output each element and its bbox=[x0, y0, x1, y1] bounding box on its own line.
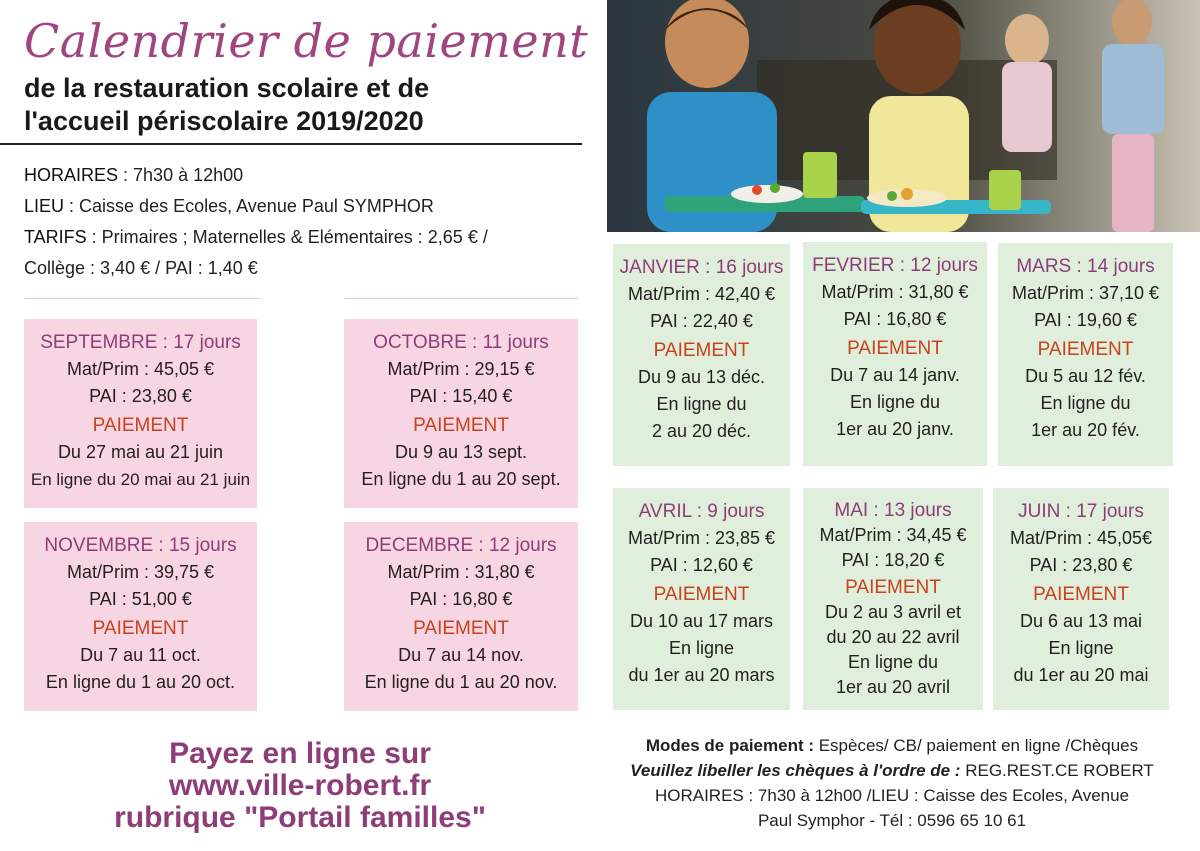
price-pai: PAI : 23,80 € bbox=[89, 386, 192, 406]
payment-online: En ligne du bbox=[656, 394, 747, 414]
paiement-label: PAIEMENT bbox=[92, 415, 189, 436]
month-title: NOVEMBRE : 15 jours bbox=[44, 535, 237, 556]
price-pai: PAI : 51,00 € bbox=[89, 589, 192, 609]
page-title: Calendrier de paiement bbox=[24, 14, 589, 68]
tarifs-value: : Primaires ; Maternelles & Elémentaires : 2,65 € / bbox=[86, 227, 488, 247]
payment-dates: Du 7 au 11 oct. bbox=[80, 645, 201, 665]
payment-online: En ligne du 20 mai au 21 juin bbox=[30, 470, 251, 489]
payment-online: En ligne du 1 au 20 sept. bbox=[361, 469, 561, 489]
price-pai: PAI : 16,80 € bbox=[409, 589, 513, 609]
horaires-value: : 7h30 à 12h00 bbox=[118, 165, 244, 185]
modes-label: Modes de paiement : bbox=[645, 736, 814, 755]
payment-dates-2: du 20 au 22 avril bbox=[826, 627, 960, 647]
payment-online: En ligne bbox=[1048, 638, 1114, 658]
payment-dates: Du 9 au 13 déc. bbox=[637, 367, 766, 387]
cheques-line bbox=[612, 758, 1172, 783]
info-tarifs bbox=[24, 222, 584, 253]
info-horaires bbox=[24, 160, 584, 191]
payment-dates: Du 9 au 13 sept. bbox=[394, 442, 528, 462]
payment-dates: Du 2 au 3 avril et bbox=[824, 602, 962, 622]
payment-online-dates: du 1er au 20 mars bbox=[628, 665, 775, 685]
online-line-3: rubrique "Portail familles" bbox=[114, 801, 486, 834]
cafeteria-photo bbox=[607, 0, 1200, 232]
payment-online: En ligne du 1 au 20 oct. bbox=[45, 672, 236, 692]
paiement-label: PAIEMENT bbox=[413, 415, 509, 436]
page-subtitle bbox=[24, 72, 584, 138]
month-title: FEVRIER : 12 jours bbox=[812, 255, 978, 276]
payment-dates: Du 27 mai au 21 juin bbox=[57, 442, 224, 462]
month-title: MAI : 13 jours bbox=[834, 500, 952, 521]
payment-dates: Du 7 au 14 janv. bbox=[830, 365, 960, 385]
payment-online: En ligne du bbox=[849, 392, 941, 412]
modes-value: Espèces/ CB/ paiement en ligne /Chèques bbox=[814, 736, 1139, 755]
month-title: SEPTEMBRE : 17 jours bbox=[40, 332, 241, 353]
price-mat: Mat/Prim : 31,80 € bbox=[387, 562, 535, 582]
month-card-octobre bbox=[344, 319, 578, 508]
paiement-label: PAIEMENT bbox=[92, 618, 189, 639]
payment-online-dates: du 1er au 20 mai bbox=[1013, 665, 1149, 685]
payment-online-dates: 2 au 20 déc. bbox=[651, 421, 752, 441]
price-mat: Mat/Prim : 31,80 € bbox=[821, 282, 969, 302]
paiement-label: PAIEMENT bbox=[1037, 339, 1134, 360]
online-url-link[interactable]: www.ville-robert.fr bbox=[168, 769, 432, 802]
cafeteria-photo-illustration bbox=[607, 0, 1200, 232]
price-mat: Mat/Prim : 42,40 € bbox=[627, 284, 776, 304]
payment-online: En ligne bbox=[668, 638, 735, 658]
month-title: AVRIL : 9 jours bbox=[638, 501, 765, 522]
month-card-fevrier bbox=[803, 242, 987, 466]
cheques-value: REG.REST.CE ROBERT bbox=[960, 761, 1154, 780]
price-mat: Mat/Prim : 45,05 € bbox=[66, 359, 215, 379]
decorative-line bbox=[344, 298, 578, 299]
month-card-juin bbox=[993, 488, 1169, 710]
month-card-mars bbox=[998, 243, 1173, 466]
month-card-septembre bbox=[24, 319, 257, 508]
payment-dates: Du 10 au 17 mars bbox=[629, 611, 774, 631]
price-mat: Mat/Prim : 23,85 € bbox=[627, 528, 776, 548]
price-mat: Mat/Prim : 39,75 € bbox=[66, 562, 215, 582]
footer-horaires: HORAIRES : 7h30 à 12h00 /LIEU : Caisse des Ecoles, Avenue bbox=[654, 786, 1130, 805]
paiement-label: PAIEMENT bbox=[653, 340, 750, 361]
payment-online-dates: 1er au 20 fév. bbox=[1031, 420, 1140, 440]
lieu-label: LIEU bbox=[24, 196, 65, 216]
month-card-decembre bbox=[344, 522, 578, 711]
tarifs-label: TARIFS bbox=[24, 227, 87, 247]
modes-line bbox=[612, 733, 1172, 758]
price-pai: PAI : 16,80 € bbox=[843, 309, 947, 329]
price-mat: Mat/Prim : 37,10 € bbox=[1011, 283, 1160, 303]
price-pai: PAI : 22,40 € bbox=[650, 311, 753, 331]
info-tarifs-line2: Collège : 3,40 € / PAI : 1,40 € bbox=[24, 258, 258, 278]
paiement-label: PAIEMENT bbox=[413, 618, 509, 639]
price-pai: PAI : 23,80 € bbox=[1029, 555, 1133, 575]
payment-online-dates: 1er au 20 avril bbox=[835, 677, 951, 697]
paiement-label: PAIEMENT bbox=[1033, 584, 1129, 605]
online-line-1: Payez en ligne sur bbox=[169, 737, 431, 770]
payment-dates: Du 6 au 13 mai bbox=[1019, 611, 1143, 631]
month-card-novembre bbox=[24, 522, 257, 711]
month-card-mai bbox=[803, 488, 983, 710]
subtitle-line-2: l'accueil périscolaire 2019/2020 bbox=[24, 106, 424, 136]
month-title: OCTOBRE : 11 jours bbox=[373, 332, 549, 353]
month-title: DECEMBRE : 12 jours bbox=[365, 535, 557, 556]
decorative-line bbox=[24, 298, 260, 299]
price-pai: PAI : 15,40 € bbox=[409, 386, 513, 406]
footer-contact: Paul Symphor - Tél : 0596 65 10 61 bbox=[757, 811, 1027, 830]
payment-online-dates: 1er au 20 janv. bbox=[836, 419, 954, 439]
paiement-label: PAIEMENT bbox=[653, 584, 750, 605]
price-pai: PAI : 19,60 € bbox=[1034, 310, 1137, 330]
price-pai: PAI : 12,60 € bbox=[650, 555, 753, 575]
month-title: JANVIER : 16 jours bbox=[619, 257, 784, 278]
price-pai: PAI : 18,20 € bbox=[841, 550, 945, 570]
payment-modes bbox=[612, 733, 1172, 833]
subtitle-line-1: de la restauration scolaire et de bbox=[24, 73, 430, 103]
payment-online: En ligne du bbox=[1040, 393, 1131, 413]
cheques-label: Veuillez libeller les chèques à l'ordre de : bbox=[630, 761, 961, 780]
payment-online: En ligne du bbox=[847, 652, 939, 672]
month-card-janvier bbox=[613, 244, 790, 466]
lieu-value: : Caisse des Ecoles, Avenue Paul SYMPHOR bbox=[64, 196, 434, 216]
month-card-avril bbox=[613, 488, 790, 710]
title-divider bbox=[0, 143, 582, 145]
info-block bbox=[24, 160, 584, 284]
month-title: JUIN : 17 jours bbox=[1018, 501, 1144, 522]
info-lieu bbox=[24, 191, 584, 222]
price-mat: Mat/Prim : 45,05€ bbox=[1009, 528, 1153, 548]
online-payment-callout bbox=[70, 738, 530, 834]
price-mat: Mat/Prim : 34,45 € bbox=[819, 525, 967, 545]
payment-online: En ligne du 1 au 20 nov. bbox=[364, 672, 558, 692]
horaires-label: HORAIRES bbox=[24, 165, 119, 185]
payment-dates: Du 7 au 14 nov. bbox=[398, 645, 524, 665]
month-title: MARS : 14 jours bbox=[1016, 256, 1155, 277]
price-mat: Mat/Prim : 29,15 € bbox=[387, 359, 535, 379]
paiement-label: PAIEMENT bbox=[845, 577, 941, 598]
paiement-label: PAIEMENT bbox=[847, 338, 943, 359]
payment-dates: Du 5 au 12 fév. bbox=[1025, 366, 1146, 386]
